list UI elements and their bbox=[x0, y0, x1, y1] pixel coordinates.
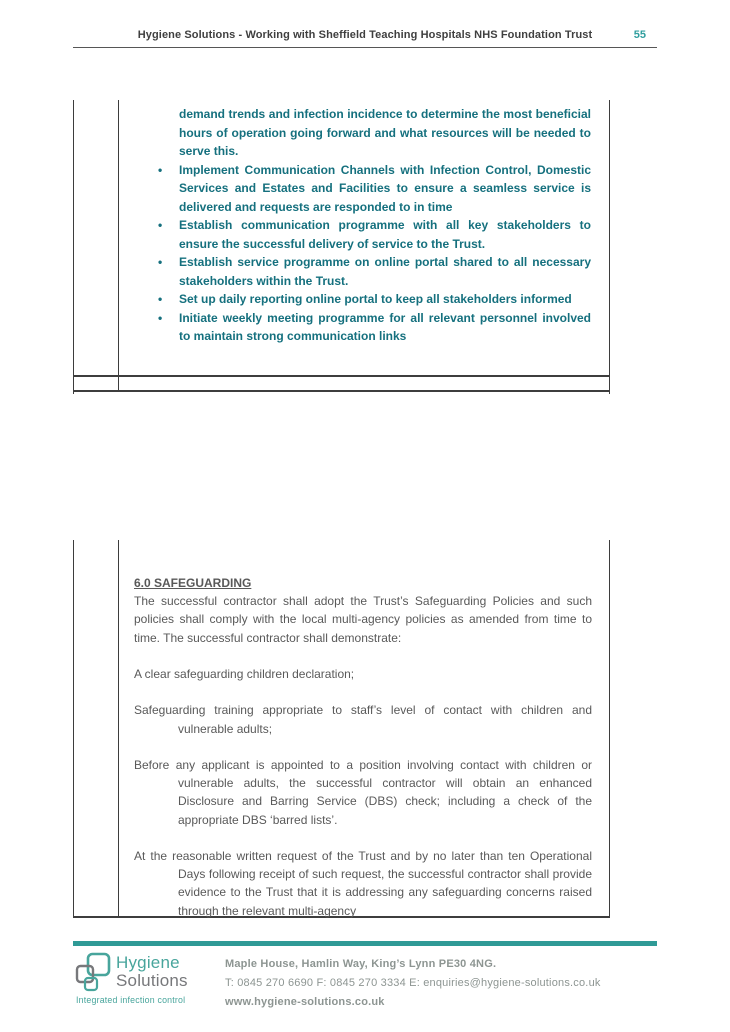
list-item-continuation: demand trends and infection incidence to determine the most beneficial hours of operation going forward and what resources will be needed to serve this. bbox=[179, 107, 591, 158]
footer-address-line: Maple House, Hamlin Way, King’s Lynn PE30 4NG. bbox=[225, 958, 497, 970]
safeguarding-table bbox=[73, 540, 610, 918]
logo-wordmark-hygiene: Hygiene bbox=[116, 953, 180, 972]
footer-divider bbox=[73, 941, 657, 946]
list-item: • Establish service programme on online portal shared to all necessary stakeholders within the Trust. bbox=[179, 253, 591, 290]
list-item: • Establish communication programme with all key stakeholders to ensure the successful delivery of service to the Trust. bbox=[179, 216, 591, 253]
logo-tagline: Integrated infection control bbox=[76, 995, 186, 1005]
footer-website: www.hygiene-solutions.co.uk bbox=[225, 996, 385, 1008]
bullet-list bbox=[179, 105, 591, 346]
header-rule bbox=[73, 47, 657, 48]
paragraph: Before any applicant is appointed to a position involving contact with children or vulnerable adults, the successful contractor will obtain an enhanced Disclosure and Barring Service (DBS) check; including a check of the appropriate DBS ‘barred lists’. bbox=[134, 757, 592, 827]
bullet-table-content-cell bbox=[119, 100, 609, 375]
paragraph: Safeguarding training appropriate to staff’s level of contact with children and vulnerable adults; bbox=[134, 703, 592, 736]
bullet-table-gutter-cell bbox=[74, 100, 119, 375]
overlapping-squares-logo-icon bbox=[74, 951, 114, 1001]
page-number: 55 bbox=[633, 29, 646, 41]
section-heading: 6.0 SAFEGUARDING bbox=[134, 576, 252, 590]
safeguarding-gutter-cell bbox=[74, 540, 119, 916]
safeguarding-content-cell bbox=[119, 540, 609, 916]
logo-wordmark-solutions: Solutions bbox=[116, 971, 188, 990]
safeguarding-row bbox=[74, 540, 609, 916]
footer-contact-line: T: 0845 270 6690 F: 0845 270 3334 E: enquiries@hygiene-solutions.co.uk bbox=[225, 977, 601, 989]
list-item: • Initiate weekly meeting programme for all relevant personnel involved to maintain strong communication links bbox=[179, 309, 591, 346]
header-title: Hygiene Solutions - Working with Sheffield Teaching Hospitals NHS Foundation Trust bbox=[137, 29, 593, 41]
footer-address-block bbox=[225, 955, 601, 1012]
paragraph: At the reasonable written request of the Trust and by no later than ten Operational Days following receipt of such request, the successful contractor shall provide evidence to the Trust that it is addressing any safeguarding concerns raised through the relevant multi-agency bbox=[134, 848, 592, 918]
bullet-table-empty-row bbox=[74, 377, 609, 392]
list-item: • Implement Communication Channels with Infection Control, Domestic Services and Estates and Facilities to ensure a seamless service is delivered and requests are responded to in time bbox=[179, 161, 591, 217]
bullet-table bbox=[73, 100, 610, 394]
paragraph: A clear safeguarding children declaration; bbox=[134, 667, 355, 681]
list-item: • Set up daily reporting online portal to keep all stakeholders informed bbox=[179, 290, 591, 309]
bullet-table-row bbox=[74, 100, 609, 377]
paragraph-intro: The successful contractor shall adopt the Trust’s Safeguarding Policies and such policies shall comply with the local multi-agency policies as amended from time to time. The successful contractor shall demonstrate: bbox=[134, 594, 592, 645]
